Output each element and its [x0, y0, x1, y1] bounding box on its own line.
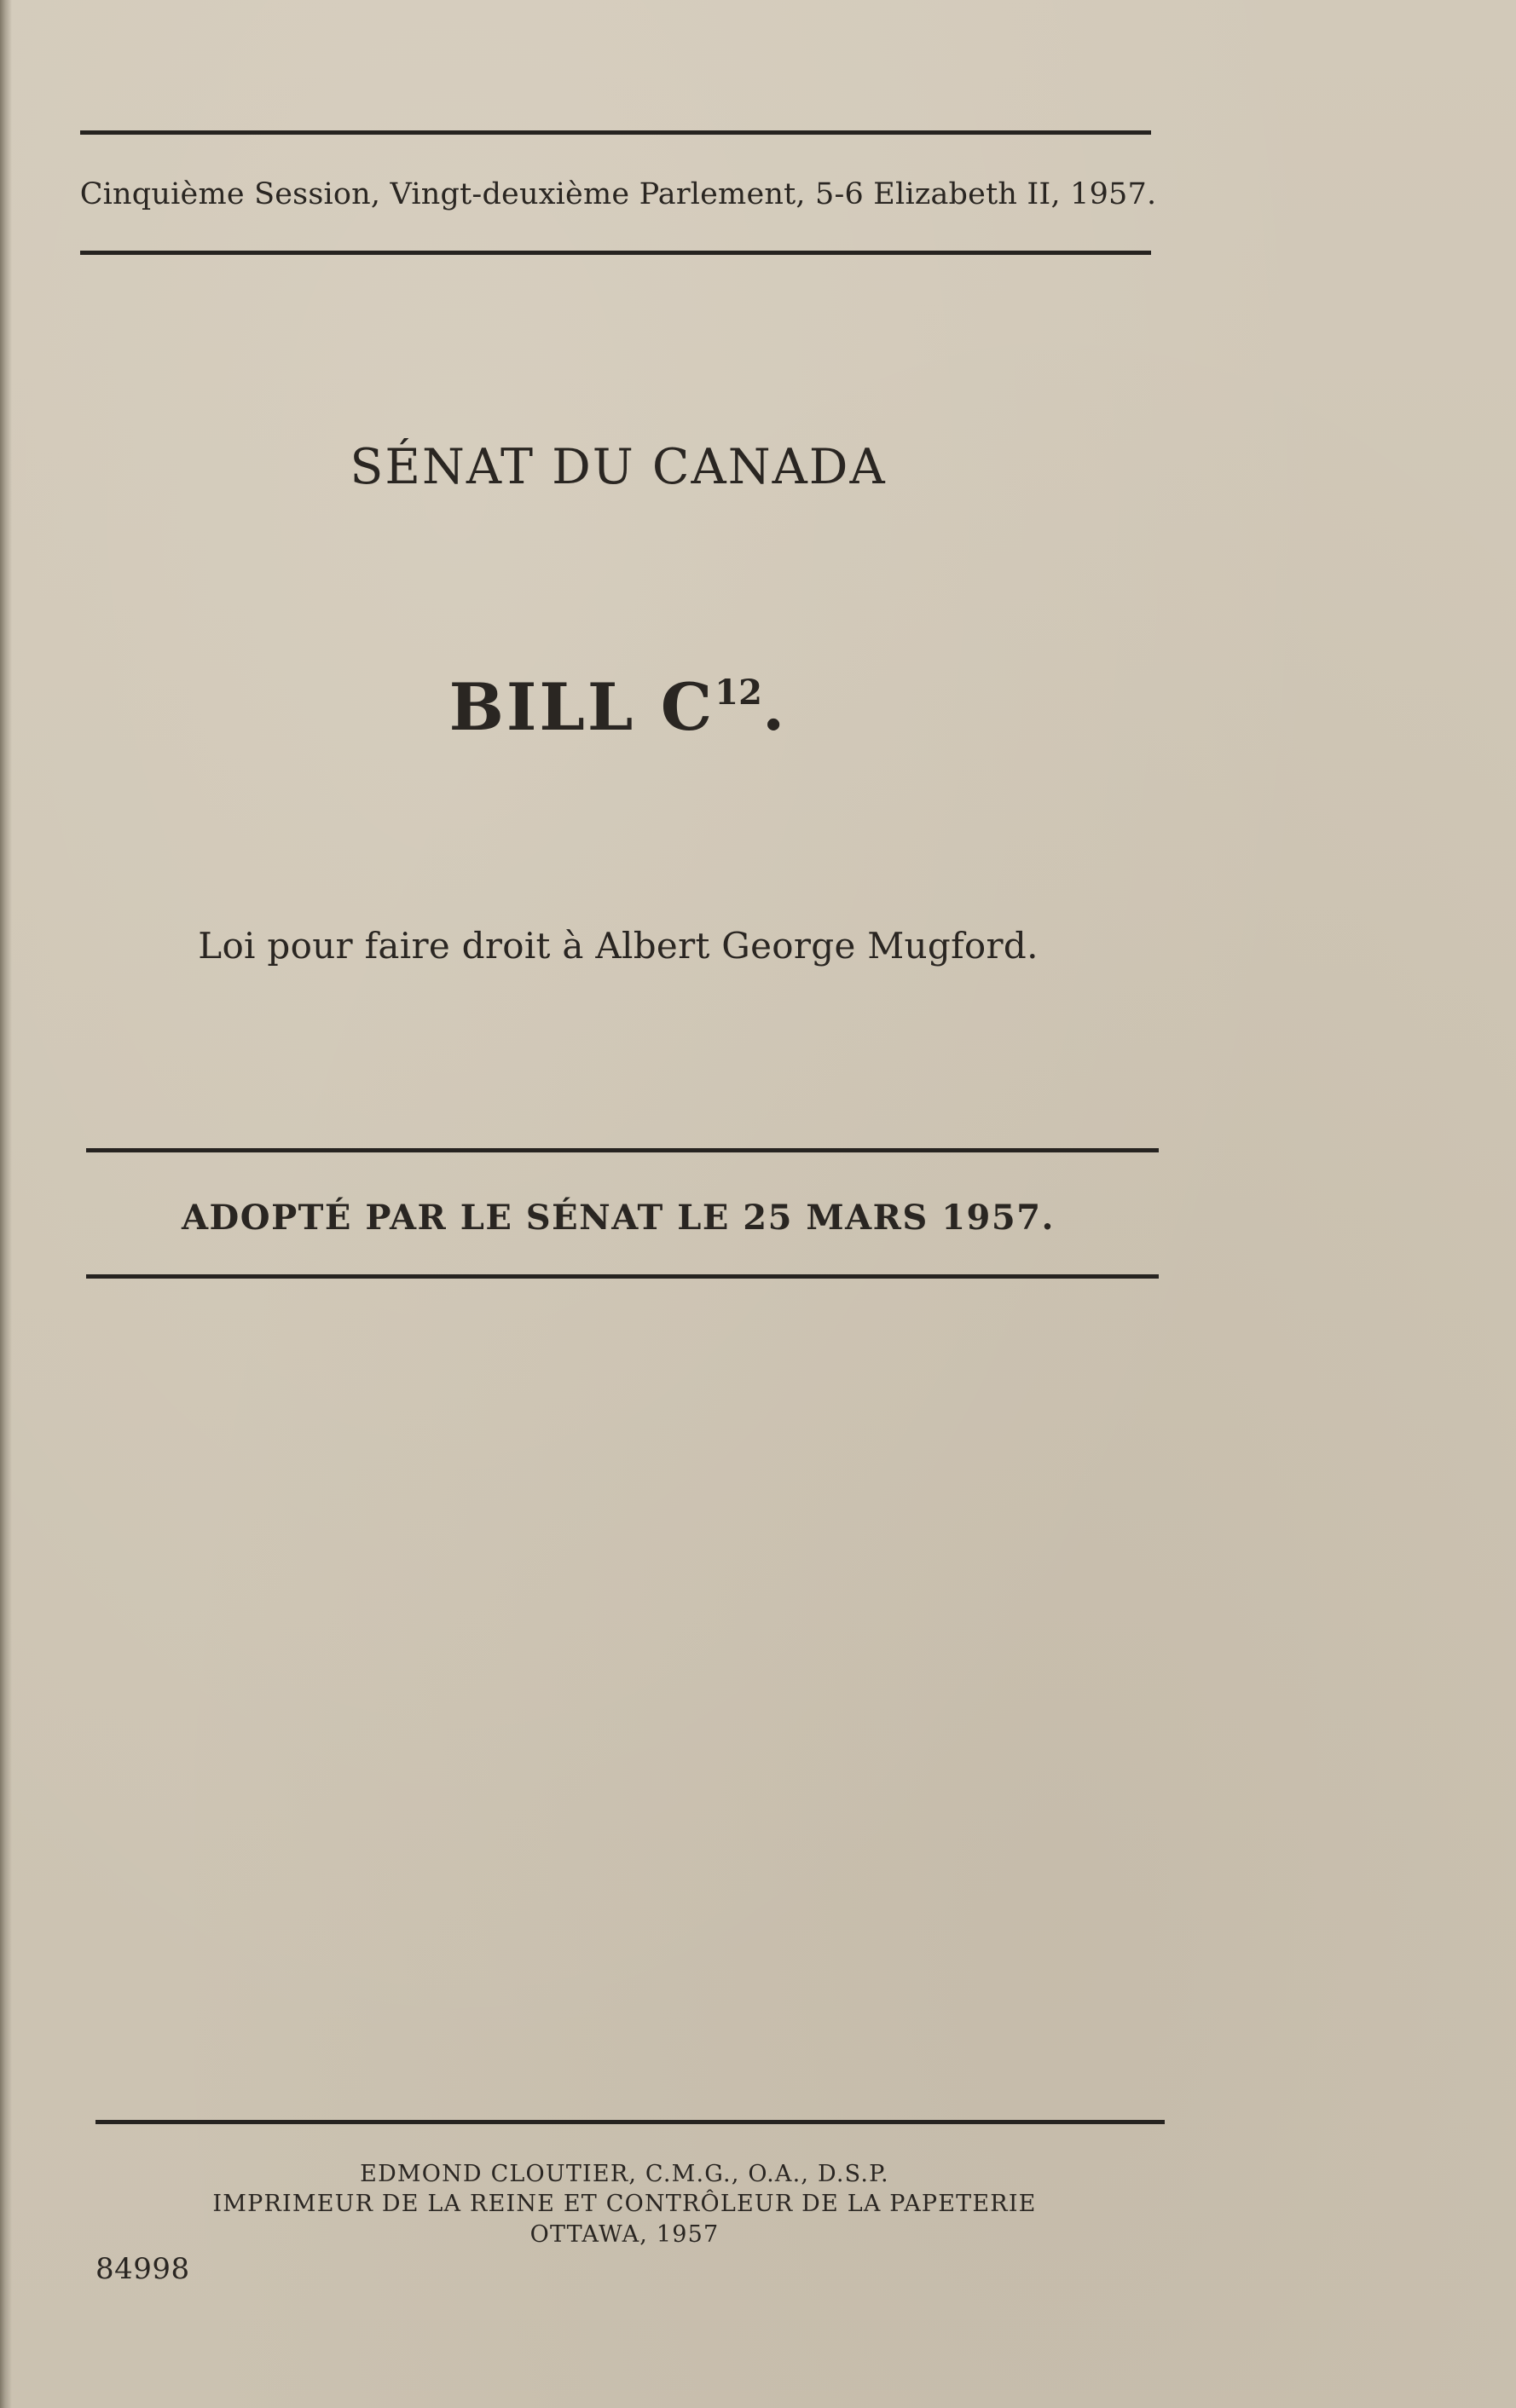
middle-rule-upper	[86, 1148, 1159, 1152]
printer-name: EDMOND CLOUTIER, C.M.G., O.A., D.S.P.	[360, 2161, 889, 2187]
document-code: 84998	[95, 2252, 190, 2286]
printer-location: OTTAWA, 1957	[529, 2221, 720, 2248]
middle-rule-lower	[86, 1274, 1159, 1279]
passed-statement: ADOPTÉ PAR LE SÉNAT LE 25 MARS 1957.	[182, 1198, 1055, 1238]
bill-title: Loi pour faire droit à Albert George Mugford.	[198, 925, 1039, 967]
top-rule-upper	[80, 130, 1151, 135]
session-line: Cinquième Session, Vingt-deuxième Parlement, 5-6 Elizabeth II, 1957.	[79, 177, 1157, 211]
printer-title: IMPRIMEUR DE LA REINE ET CONTRÔLEUR DE LA PAPETERIE	[212, 2191, 1037, 2217]
bill-number	[0, 669, 1236, 745]
bill-suffix: .	[761, 669, 788, 745]
bottom-rule	[95, 2120, 1165, 2124]
bill-superscript: 12	[715, 673, 762, 713]
top-rule-lower	[80, 251, 1151, 255]
bill-label: BILL C	[448, 669, 715, 745]
senate-heading: SÉNAT DU CANADA	[350, 439, 887, 495]
